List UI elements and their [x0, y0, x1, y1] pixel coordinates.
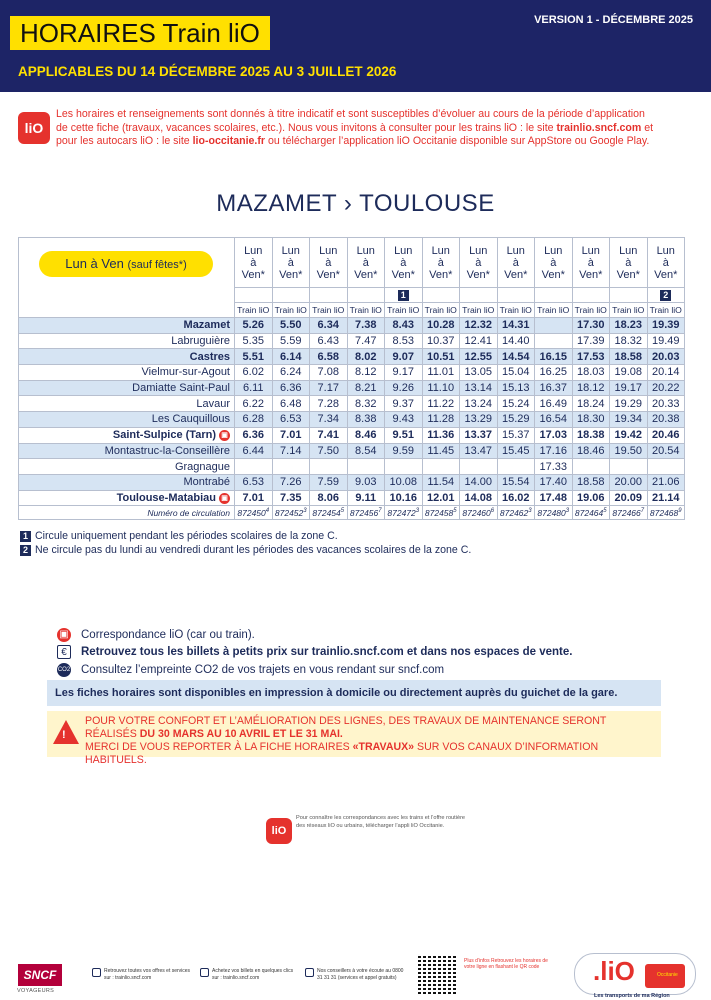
departure-time: 16.37: [535, 380, 573, 396]
departure-time: 17.48: [535, 490, 573, 506]
sncf-subtitle: VOYAGEURS: [17, 988, 55, 994]
footnotes: [20, 529, 471, 557]
phone-icon: [200, 968, 209, 977]
departure-time: 13.05: [460, 365, 498, 381]
day-header: Lun à Ven*: [347, 238, 385, 288]
departure-time: 11.01: [422, 365, 460, 381]
day-header: Lun à Ven*: [422, 238, 460, 288]
day-pill: Lun à Ven (sauf fêtes*): [39, 251, 213, 277]
occitanie-logo: Occitanie: [645, 964, 685, 988]
departure-time: 15.54: [497, 474, 535, 490]
day-filter-cell: [19, 238, 235, 318]
departure-time: 6.28: [235, 412, 273, 428]
departure-time: 6.48: [272, 396, 310, 412]
print-info-banner: Les fiches horaires sont disponibles en impression à domicile ou directement auprès du guichet de la gare.: [47, 680, 661, 706]
chevron-right-icon: ›: [343, 190, 353, 217]
info-notice: [18, 108, 698, 149]
departure-time: 15.37: [497, 427, 535, 443]
table-row: [19, 333, 685, 349]
circulation-number: 872468$^9$: [647, 506, 685, 520]
departure-time: 19.29: [610, 396, 648, 412]
departure-time: 6.14: [272, 349, 310, 365]
departure-time: 8.53: [385, 333, 423, 349]
table-row: [19, 490, 685, 506]
circulation-number: 872462$^3$: [497, 506, 535, 520]
departure-time: 19.34: [610, 412, 648, 428]
version-label: VERSION 1 - DÉCEMBRE 2025: [534, 14, 693, 26]
circulation-number: 872458$^5$: [422, 506, 460, 520]
departure-time: 5.35: [235, 333, 273, 349]
departure-time: 19.08: [610, 365, 648, 381]
departure-time: 8.32: [347, 396, 385, 412]
departure-time: 10.16: [385, 490, 423, 506]
departure-time: 17.40: [535, 474, 573, 490]
departure-time: 8.02: [347, 349, 385, 365]
departure-time: 15.45: [497, 443, 535, 459]
departure-time: 6.58: [310, 349, 348, 365]
train-type: Train liO: [610, 303, 648, 318]
day-header: Lun à Ven*: [385, 238, 423, 288]
departure-time: 14.40: [497, 333, 535, 349]
circulation-number: 872480$^3$: [535, 506, 573, 520]
circulation-number: 872466$^7$: [610, 506, 648, 520]
departure-time: 7.41: [310, 427, 348, 443]
departure-time: 8.46: [347, 427, 385, 443]
station-name: Les Cauquillous: [19, 412, 235, 428]
departure-time: 18.46: [572, 443, 610, 459]
table-row: [19, 365, 685, 381]
departure-time: 17.33: [535, 459, 573, 475]
lio-region-logo: .liO Occitanie: [574, 953, 696, 995]
departure-time: 8.21: [347, 380, 385, 396]
lio-occitanie-link[interactable]: lio-occitanie.fr: [192, 135, 266, 147]
departure-time: 16.15: [535, 349, 573, 365]
table-row: [19, 459, 685, 475]
circulation-number: 872472$^3$: [385, 506, 423, 520]
bus-icon: ▣: [57, 628, 71, 642]
circulation-number: 872450$^4$: [235, 506, 273, 520]
departure-time: 6.11: [235, 380, 273, 396]
departure-time: 15.13: [497, 380, 535, 396]
footnote-flag: [460, 288, 498, 303]
station-name: Saint-Sulpice (Tarn) ▣: [19, 427, 235, 443]
circulation-number: 872464$^5$: [572, 506, 610, 520]
departure-time: 5.51: [235, 349, 273, 365]
departure-time: 9.11: [347, 490, 385, 506]
page-title: HORAIRES Train liO: [10, 16, 270, 50]
station-name: Labruguière: [19, 333, 235, 349]
table-row: [19, 349, 685, 365]
trainlio-link[interactable]: trainlio.sncf.com: [556, 121, 642, 134]
departure-time: 9.26: [385, 380, 423, 396]
departure-time: 6.36: [272, 380, 310, 396]
departure-time: 21.14: [647, 490, 685, 506]
station-name: Vielmur-sur-Agout: [19, 365, 235, 381]
table-row: [19, 380, 685, 396]
departure-time: 9.43: [385, 412, 423, 428]
departure-time: 18.30: [572, 412, 610, 428]
table-row: [19, 412, 685, 428]
departure-time: 18.32: [610, 333, 648, 349]
departure-time: 7.08: [310, 365, 348, 381]
departure-time: 15.29: [497, 412, 535, 428]
footnote-1: 1 Circule uniquement pendant les périodes scolaires de la zone C.: [20, 529, 471, 543]
departure-time: 18.24: [572, 396, 610, 412]
day-header: Lun à Ven*: [572, 238, 610, 288]
bus-connection-icon: ▣: [219, 430, 230, 441]
legend-co2: CO2 Consultez l’empreinte CO2 de vos trajets en vous rendant sur sncf.com: [57, 663, 445, 676]
train-type: Train liO: [647, 303, 685, 318]
departure-time: 19.17: [610, 380, 648, 396]
departure-time: 6.02: [235, 365, 273, 381]
departure-time: 17.03: [535, 427, 573, 443]
station-name: Montastruc-la-Conseillère: [19, 443, 235, 459]
day-header: Lun à Ven*: [460, 238, 498, 288]
departure-time: 6.53: [235, 474, 273, 490]
table-row: [19, 427, 685, 443]
departure-time: 20.00: [610, 474, 648, 490]
table-row: [19, 396, 685, 412]
train-type: Train liO: [460, 303, 498, 318]
departure-time: 7.34: [310, 412, 348, 428]
route-destination: TOULOUSE: [359, 190, 495, 217]
departure-time: 9.59: [385, 443, 423, 459]
departure-time: 11.36: [422, 427, 460, 443]
departure-time: 16.25: [535, 365, 573, 381]
header-band: [0, 0, 711, 92]
departure-time: 10.37: [422, 333, 460, 349]
departure-time: 7.47: [347, 333, 385, 349]
route-title: [0, 190, 711, 218]
departure-time: 6.36: [235, 427, 273, 443]
departure-time: 18.58: [610, 349, 648, 365]
departure-time: 18.38: [572, 427, 610, 443]
departure-time: [497, 459, 535, 475]
departure-time: 6.22: [235, 396, 273, 412]
legend: [57, 626, 572, 679]
departure-time: 10.28: [422, 318, 460, 334]
departure-time: 19.50: [610, 443, 648, 459]
train-type: Train liO: [310, 303, 348, 318]
departure-time: 13.47: [460, 443, 498, 459]
departure-time: 7.50: [310, 443, 348, 459]
departure-time: 19.39: [647, 318, 685, 334]
departure-time: 6.43: [310, 333, 348, 349]
departure-time: 7.28: [310, 396, 348, 412]
departure-time: 15.04: [497, 365, 535, 381]
works-banner: ! POUR VOTRE CONFORT ET L’AMÉLIORATION DES LIGNES, DES TRAVAUX DE MAINTENANCE SERONT RÉALISÉS DU 30 MARS AU 10 AVRIL ET LE 31 MAI. MERCI DE VOUS REPORTER À LA FICHE HORAIRES «TRAVAUX» SUR VOS CANAUX D’INFORMATION HABITUELS.: [47, 711, 661, 757]
departure-time: 6.44: [235, 443, 273, 459]
departure-time: 20.46: [647, 427, 685, 443]
station-name: Damiatte Saint-Paul: [19, 380, 235, 396]
departure-time: 20.33: [647, 396, 685, 412]
departure-time: 14.31: [497, 318, 535, 334]
departure-time: 21.06: [647, 474, 685, 490]
station-name: Mazamet: [19, 318, 235, 334]
departure-time: 7.14: [272, 443, 310, 459]
bus-connection-icon: ▣: [219, 493, 230, 504]
train-type: Train liO: [347, 303, 385, 318]
footnote-flag: [422, 288, 460, 303]
route-origin: MAZAMET: [216, 190, 337, 217]
footnote-flag: [272, 288, 310, 303]
departure-time: 14.08: [460, 490, 498, 506]
departure-time: 14.00: [460, 474, 498, 490]
departure-time: 6.34: [310, 318, 348, 334]
departure-time: 12.01: [422, 490, 460, 506]
footnote-flag: [310, 288, 348, 303]
qr-code[interactable]: [418, 954, 458, 994]
departure-time: 16.49: [535, 396, 573, 412]
day-header: Lun à Ven*: [535, 238, 573, 288]
train-type: Train liO: [497, 303, 535, 318]
departure-time: [310, 459, 348, 475]
departure-time: 9.51: [385, 427, 423, 443]
departure-time: 6.53: [272, 412, 310, 428]
legend-tickets: € Retrouvez tous les billets à petits prix sur trainlio.sncf.com et dans nos espaces de vente.: [57, 644, 572, 662]
departure-time: 7.01: [235, 490, 273, 506]
departure-time: 11.45: [422, 443, 460, 459]
departure-time: 20.38: [647, 412, 685, 428]
departure-time: 5.50: [272, 318, 310, 334]
departure-time: 7.35: [272, 490, 310, 506]
departure-time: 17.53: [572, 349, 610, 365]
departure-time: 16.54: [535, 412, 573, 428]
station-name: Gragnague: [19, 459, 235, 475]
departure-time: 7.38: [347, 318, 385, 334]
qr-caption: Plus d’infos Retrouvez les horaires de votre ligne en flashant le QR code: [464, 958, 548, 971]
sncf-logo: SNCF: [18, 964, 62, 986]
departure-time: [272, 459, 310, 475]
table-row: [19, 474, 685, 490]
departure-time: [535, 333, 573, 349]
departure-time: 11.10: [422, 380, 460, 396]
departure-time: 11.22: [422, 396, 460, 412]
departure-time: 19.06: [572, 490, 610, 506]
chat-icon: [305, 968, 314, 977]
app-promo: liO Pour connaître les correspondances avec les trains et l’offre routière des réseaux liO ou urbains, télécharger l’appli liO Occitanie.: [266, 815, 466, 830]
departure-time: 19.49: [647, 333, 685, 349]
departure-time: 5.59: [272, 333, 310, 349]
day-header: Lun à Ven*: [310, 238, 348, 288]
station-name: Toulouse-Matabiau ▣: [19, 490, 235, 506]
table-row: [19, 443, 685, 459]
departure-time: [347, 459, 385, 475]
lio-logo-icon: liO: [18, 112, 50, 144]
circulation-label: Numéro de circulation: [19, 506, 235, 520]
departure-time: 15.24: [497, 396, 535, 412]
departure-time: 20.54: [647, 443, 685, 459]
footnote-2: 2 Ne circule pas du lundi au vendredi durant les périodes des vacances scolaires de la zone C.: [20, 543, 471, 557]
info-text: Les horaires et renseignements sont donnés à titre indicatif et sont susceptibles d’évoluer au cours de la période d’application de cette fiche (travaux, vacances scolaires, etc.). Nous vous invitons à consulter pour les trains liO : le site trainlio.sncf.com et pour les autocars liO : le site lio-occitanie.fr ou télécharger l’application liO Occitanie disponible sur AppStore ou Google Play.: [56, 108, 654, 147]
circulation-number: 872456$^7$: [347, 506, 385, 520]
departure-time: [235, 459, 273, 475]
departure-time: [460, 459, 498, 475]
legend-connection: ▣ Correspondance liO (car ou train).: [57, 626, 572, 644]
departure-time: 16.02: [497, 490, 535, 506]
departure-time: 10.08: [385, 474, 423, 490]
departure-time: 9.03: [347, 474, 385, 490]
departure-time: [422, 459, 460, 475]
departure-time: 8.06: [310, 490, 348, 506]
departure-time: 7.01: [272, 427, 310, 443]
departure-time: 17.16: [535, 443, 573, 459]
footnote-flag: [497, 288, 535, 303]
departure-time: 9.37: [385, 396, 423, 412]
footnote-flag: [572, 288, 610, 303]
departure-time: [385, 459, 423, 475]
timetable: [18, 237, 685, 520]
day-header: Lun à Ven*: [235, 238, 273, 288]
departure-time: 13.37: [460, 427, 498, 443]
departure-time: 12.41: [460, 333, 498, 349]
departure-time: 20.22: [647, 380, 685, 396]
departure-time: 18.23: [610, 318, 648, 334]
day-header: Lun à Ven*: [610, 238, 648, 288]
departure-time: 13.24: [460, 396, 498, 412]
departure-time: 13.14: [460, 380, 498, 396]
departure-time: 8.43: [385, 318, 423, 334]
day-header: Lun à Ven*: [647, 238, 685, 288]
departure-time: [535, 318, 573, 334]
departure-time: [610, 459, 648, 475]
day-header: Lun à Ven*: [497, 238, 535, 288]
footer-tickets: Achetez vos billets en quelques clics sur : trainlio.sncf.com: [200, 968, 300, 981]
departure-time: 17.30: [572, 318, 610, 334]
departure-time: 9.07: [385, 349, 423, 365]
departure-time: 8.38: [347, 412, 385, 428]
departure-time: 5.26: [235, 318, 273, 334]
table-row: [19, 318, 685, 334]
roadworks-icon: !: [53, 720, 79, 744]
departure-time: 11.28: [422, 412, 460, 428]
co2-icon: CO2: [57, 663, 71, 677]
departure-time: [647, 459, 685, 475]
circulation-number: 872460$^6$: [460, 506, 498, 520]
train-type: Train liO: [535, 303, 573, 318]
station-name: Montrabé: [19, 474, 235, 490]
region-tagline: Les transports de ma Région: [594, 993, 670, 999]
departure-time: 17.39: [572, 333, 610, 349]
departure-time: 7.59: [310, 474, 348, 490]
departure-time: 13.29: [460, 412, 498, 428]
departure-time: 7.26: [272, 474, 310, 490]
departure-time: 6.24: [272, 365, 310, 381]
departure-time: 20.14: [647, 365, 685, 381]
departure-time: 19.42: [610, 427, 648, 443]
train-type: Train liO: [235, 303, 273, 318]
footnote-flag: [610, 288, 648, 303]
day-header: Lun à Ven*: [272, 238, 310, 288]
circulation-number: 872452$^3$: [272, 506, 310, 520]
departure-time: 20.09: [610, 490, 648, 506]
departure-time: 10.51: [422, 349, 460, 365]
departure-time: 9.17: [385, 365, 423, 381]
train-type: Train liO: [385, 303, 423, 318]
ticket-icon: €: [57, 645, 71, 659]
departure-time: 8.12: [347, 365, 385, 381]
departure-time: 18.58: [572, 474, 610, 490]
footnote-flag: [347, 288, 385, 303]
validity-period: APPLICABLES DU 14 DÉCEMBRE 2025 AU 3 JUILLET 2026: [18, 64, 397, 79]
train-type: Train liO: [272, 303, 310, 318]
departure-time: 20.03: [647, 349, 685, 365]
footer-hotline: Nos conseillers à votre écoute au 0800 31 31 31 (services et appel gratuits): [305, 968, 405, 981]
footnote-flag: 1: [385, 288, 423, 303]
departure-time: 11.54: [422, 474, 460, 490]
departure-time: 18.12: [572, 380, 610, 396]
circulation-number: 872454$^5$: [310, 506, 348, 520]
station-name: Castres: [19, 349, 235, 365]
train-type: Train liO: [422, 303, 460, 318]
footnote-flag: [235, 288, 273, 303]
departure-time: 14.54: [497, 349, 535, 365]
departure-time: 18.03: [572, 365, 610, 381]
departure-time: 8.54: [347, 443, 385, 459]
web-icon: [92, 968, 101, 977]
train-type: Train liO: [572, 303, 610, 318]
departure-time: 12.55: [460, 349, 498, 365]
footnote-flag: [535, 288, 573, 303]
footnote-flag: 2: [647, 288, 685, 303]
departure-time: 12.32: [460, 318, 498, 334]
station-name: Lavaur: [19, 396, 235, 412]
lio-app-icon: liO: [266, 818, 292, 844]
departure-time: [572, 459, 610, 475]
footer-offers: Retrouvez toutes vos offres et services sur : trainlio.sncf.com: [92, 968, 192, 981]
departure-time: 7.17: [310, 380, 348, 396]
